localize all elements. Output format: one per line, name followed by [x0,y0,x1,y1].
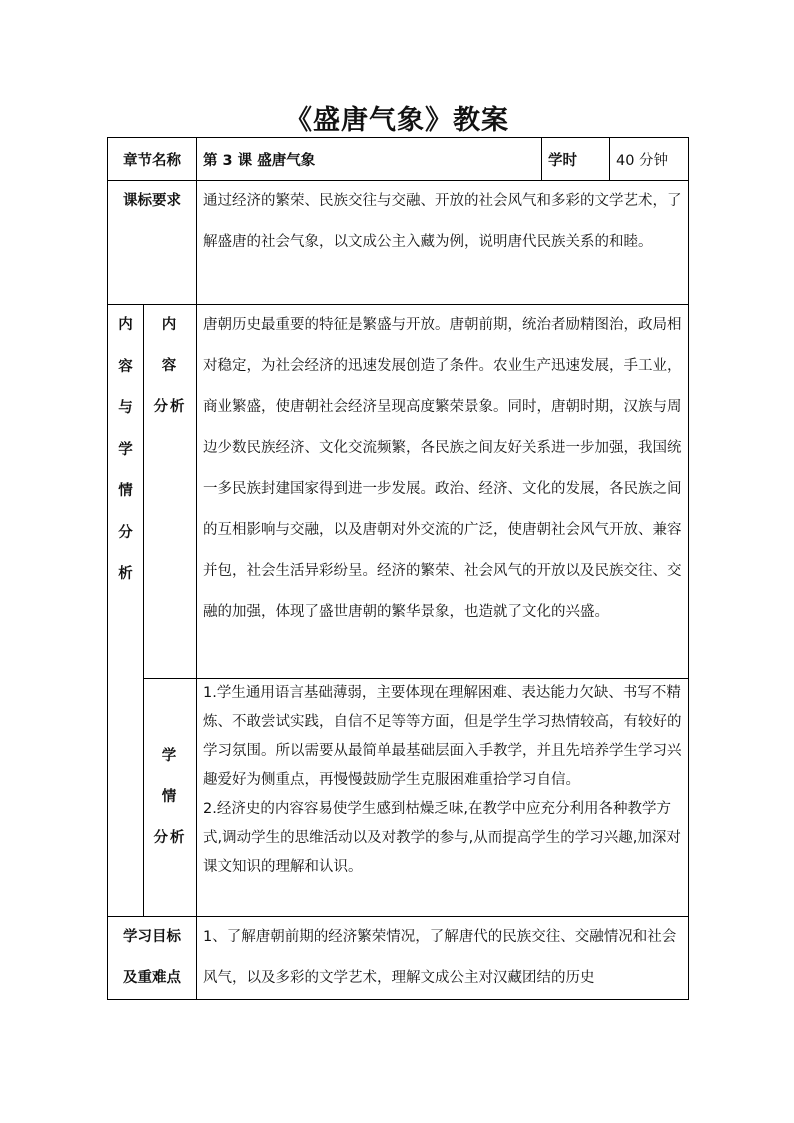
content-label-2: 分析 [153,399,187,415]
page-title: 《盛唐气象》教案 [285,105,509,136]
student-analysis-row [108,679,689,917]
standard-row [108,181,689,305]
hours-label: 学时 [542,138,610,181]
chapter-name-label: 章节名称 [108,138,197,181]
standard-label: 课标要求 [108,181,197,305]
goals-row [108,917,689,1000]
student-label-2: 分析 [153,830,187,846]
chapter-row [108,138,689,181]
lesson-plan-table [107,137,689,1000]
content-analysis-text: 唐朝历史最重要的特征是繁盛与开放。唐朝前期，统治者励精图治，政局相对稳定，为社会经济的迅速发展创造了条件。农业生产迅速发展，手工业，商业繁盛，使唐朝社会经济呈现高度繁荣景象。同时，唐朝时期，汉族与周边少数民族经济、文化交流频繁，各民族之间友好关系进一步加强，我国统一多民族封建国家得到进一步发展。政治、经济、文化的发展，各民族之间的互相影响与交融，以及唐朝对外交流的广泛，使唐朝社会风气开放、兼容并包，社会生活异彩纷呈。经济的繁荣、社会风气的开放以及民族交往、交融的加强，体现了盛世唐朝的繁华景象，也造就了文化的兴盛。 [197,305,689,679]
goals-label-1: 学习目标 [123,929,181,945]
analysis-label-text: 内 容 与 学 情 分 析 [118,317,133,582]
student-label-1: 学 情 [161,748,179,805]
student-analysis-text [197,679,689,917]
analysis-label [108,305,144,917]
chapter-name-value: 第 3 课 盛唐气象 [197,138,542,181]
hours-value: 40 分钟 [610,138,689,181]
student-label [144,679,197,917]
content-analysis-row [108,305,689,679]
goals-label-2: 及重难点 [123,970,181,986]
content-label [144,305,197,679]
standard-text: 通过经济的繁荣、民族交往与交融、开放的社会风气和多彩的文学艺术，了解盛唐的社会气象，以文成公主入藏为例，说明唐代民族关系的和睦。 [197,181,689,305]
student-analysis-p1: 1.学生通用语言基础薄弱，主要体现在理解困难、表达能力欠缺、书写不精炼、不敢尝试实践，自信不足等等方面，但是学生学习热情较高，有较好的学习氛围。所以需要从最简单最基础层面入手教学，并且先培养学生学习兴趣爱好为侧重点，再慢慢鼓励学生克服困难重拾学习自信。 [203,685,682,788]
goals-text: 1、了解唐朝前期的经济繁荣情况，了解唐代的民族交往、交融情况和社会风气，以及多彩的文学艺术，理解文成公主对汉藏团结的历史 [197,917,689,1000]
goals-label [108,917,197,1000]
content-label-1: 内 容 [161,317,179,374]
student-analysis-p2: 2.经济史的内容容易使学生感到枯燥乏味,在教学中应充分利用各种教学方式,调动学生的思维活动以及对教学的参与,从而提高学生的学习兴趣,加深对课文知识的理解和认识。 [203,801,681,875]
